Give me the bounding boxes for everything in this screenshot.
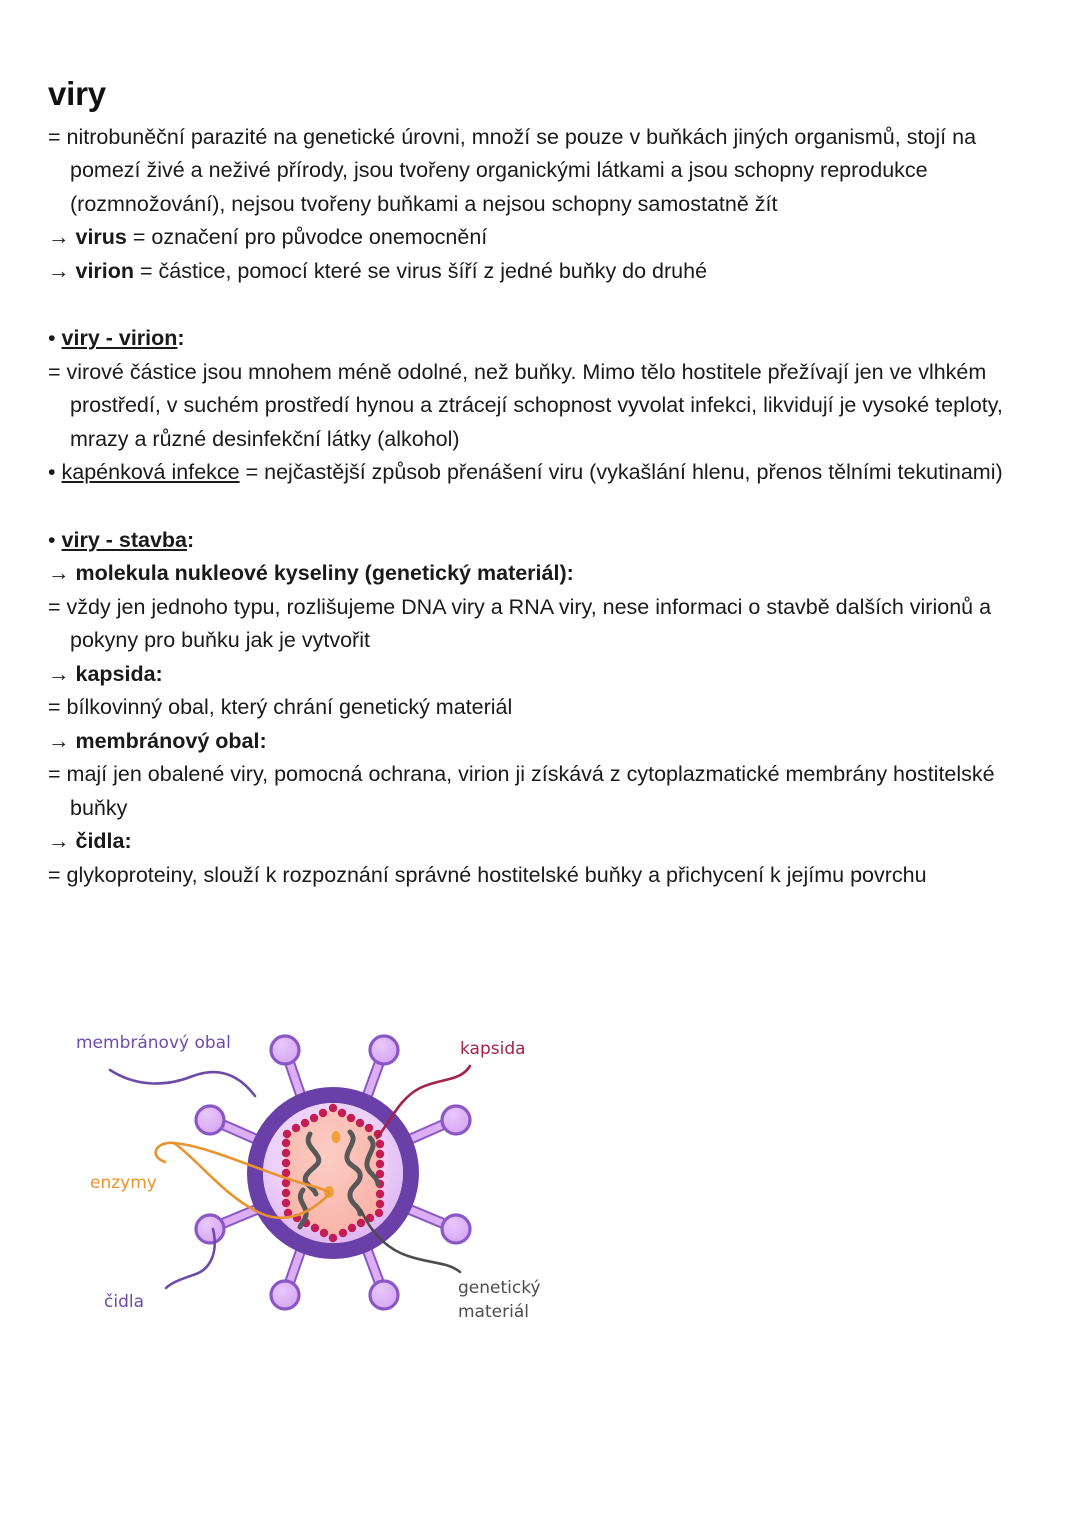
term-kapenkova-infekce: kapénková infekce: [61, 460, 240, 485]
heading-colon: :: [177, 326, 185, 351]
arrow-glyph: →: [48, 225, 70, 250]
label-enzymy: enzymy: [90, 1173, 157, 1193]
subheading-kapsida-label: kapsida:: [75, 661, 163, 686]
heading-viry-stavba-label: viry - stavba: [61, 527, 187, 552]
heading-viry-virion-label: viry - virion: [61, 326, 178, 351]
subheading-membranovy-obal: [48, 725, 1038, 759]
body-kapsida: = bílkovinný obal, který chrání genetický materiál: [48, 695, 513, 720]
subheading-nukleova-kyselina-label: molekula nukleové kyseliny (genetický materiál):: [75, 561, 574, 586]
term-virion-definition: = částice, pomocí které se virus šíří z jedné buňky do druhé: [134, 258, 708, 283]
notes-content: [48, 76, 1038, 892]
page-title: viry: [48, 75, 106, 112]
label-kapsida: kapsida: [460, 1039, 526, 1059]
spike-icon: [196, 1208, 260, 1243]
body-cidla: = glykoproteiny, slouží k rozpoznání správné hostitelské buňky a přichycení k jejímu povrchu: [48, 862, 927, 887]
spike-icon: [196, 1106, 260, 1141]
term-virus: virus: [75, 225, 127, 250]
arrow-glyph: →: [48, 728, 70, 753]
spike-icon: [365, 1244, 398, 1309]
heading-viry-virion: [48, 322, 1038, 356]
virion-description: = virové částice jsou mnohem méně odolné, než buňky. Mimo tělo hostitele přežívají jen ve vlhkém prostředí, v suchém prostředí hynou a ztrácejí schopnost vyvolat infekci, likvidují je vysoké teploty, mrazy a různé desinfekční látky (alkohol): [48, 359, 1003, 451]
section-gap: [48, 288, 1038, 322]
arrow-glyph: →: [48, 661, 70, 686]
spike-icon: [271, 1036, 303, 1102]
heading-viry-stavba: [48, 524, 1038, 558]
intro-virus-line: [48, 221, 1038, 255]
label-geneticky-material-line2: materiál: [458, 1302, 529, 1322]
subheading-cidla-label: čidla:: [75, 829, 132, 854]
term-virion: virion: [75, 258, 135, 283]
body-nukleova-kyselina: = vždy jen jednoho typu, rozlišujeme DNA viry a RNA viry, nese informaci o stavbě dalších virionů a pokyny pro buňku jak je vytvořit: [48, 594, 992, 653]
label-cidla: čidla: [104, 1292, 145, 1312]
section-gap: [48, 490, 1038, 524]
subheading-cidla: [48, 825, 1038, 859]
label-geneticky-material-line1: genetický: [458, 1278, 541, 1298]
spike-icon: [365, 1036, 398, 1102]
bullet-glyph: •: [48, 326, 56, 351]
subheading-kapsida: [48, 658, 1038, 692]
body-membranovy-obal: = mají jen obalené viry, pomocná ochrana, virion ji získává z cytoplazmatické membrány hostitelské buňky: [48, 762, 995, 820]
spike-icon: [406, 1208, 470, 1243]
label-membranovy-obal: membránový obal: [76, 1033, 231, 1053]
bullet-glyph: •: [48, 527, 56, 552]
arrow-glyph: →: [48, 829, 70, 854]
spike-icon: [406, 1106, 470, 1141]
term-virus-definition: = označení pro původce onemocnění: [126, 225, 488, 250]
virus-structure-diagram: [48, 1010, 648, 1350]
intro-virion-line: [48, 255, 1038, 289]
arrow-glyph: →: [48, 561, 70, 586]
arrow-glyph: →: [48, 258, 70, 283]
subheading-membranovy-obal-label: membránový obal:: [75, 728, 267, 753]
leader-line-membrane: [110, 1070, 255, 1096]
bullet-glyph: •: [48, 460, 56, 485]
heading-colon: :: [187, 527, 195, 552]
spike-icon: [271, 1244, 303, 1309]
term-kapenkova-infekce-definition: = nejčastější způsob přenášení viru (vykašlání hlenu, přenos tělními tekutinami): [239, 460, 1003, 485]
subheading-nukleova-kyselina: [48, 557, 1038, 591]
intro-definition: = nitrobuněční parazité na genetické úrovni, množí se pouze v buňkách jiných organismů, stojí na pomezí živé a neživé přírody, jsou tvořeny organickými látkami a jsou schopny reprodukce (rozmnožování), nejsou tvořeny buňkami a nejsou schopny samostatně žít: [48, 124, 977, 216]
kapenkova-infekce-line: [48, 456, 1038, 490]
